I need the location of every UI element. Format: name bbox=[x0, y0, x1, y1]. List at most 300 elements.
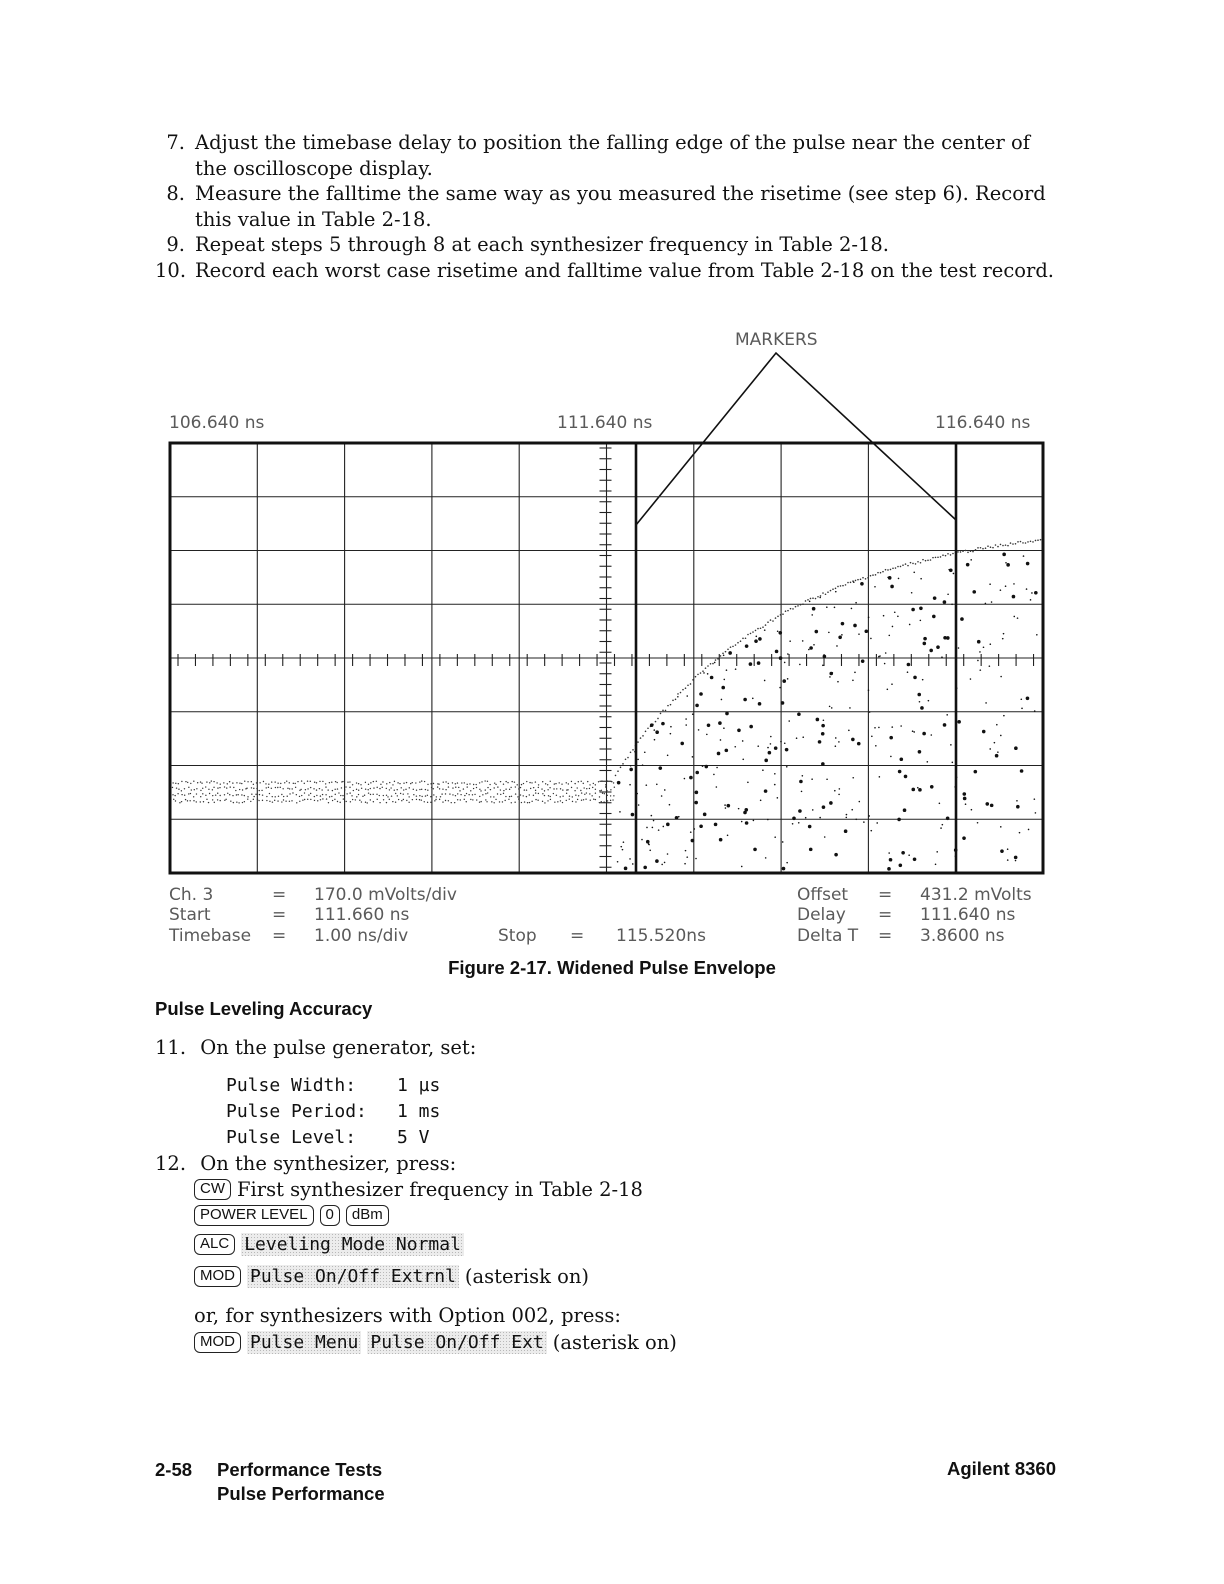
baseline-dot bbox=[472, 799, 473, 800]
baseline-dot bbox=[327, 789, 328, 790]
baseline-dot bbox=[225, 799, 226, 800]
baseline-dot bbox=[505, 788, 506, 789]
trace-dot bbox=[861, 659, 865, 663]
baseline-dot bbox=[188, 793, 189, 794]
baseline-dot bbox=[427, 795, 428, 796]
trace-dot bbox=[646, 840, 650, 844]
trace-dot bbox=[935, 863, 937, 865]
envelope-dot bbox=[1002, 545, 1004, 547]
baseline-dot bbox=[427, 789, 428, 790]
baseline-dot bbox=[214, 802, 215, 803]
step-item bbox=[155, 181, 1065, 232]
baseline-dot bbox=[507, 782, 508, 783]
envelope-dot bbox=[627, 757, 629, 759]
baseline-dot bbox=[476, 784, 477, 785]
trace-dot bbox=[903, 808, 907, 812]
envelope-dot bbox=[675, 699, 677, 701]
baseline-dot bbox=[310, 799, 311, 800]
baseline-dot bbox=[382, 787, 383, 788]
baseline-dot bbox=[572, 796, 573, 797]
baseline-dot bbox=[460, 799, 461, 800]
baseline-dot bbox=[409, 787, 410, 788]
trace-dot bbox=[724, 804, 726, 806]
trace-dot bbox=[753, 848, 757, 852]
trace-dot bbox=[885, 652, 887, 654]
baseline-dot bbox=[338, 792, 339, 793]
baseline-dot bbox=[425, 789, 426, 790]
baseline-dot bbox=[476, 787, 477, 788]
baseline-dot bbox=[481, 781, 482, 782]
envelope-dot bbox=[700, 672, 702, 674]
envelope-dot bbox=[957, 551, 959, 553]
baseline-dot bbox=[219, 795, 220, 796]
baseline-dot bbox=[484, 780, 485, 781]
step-number: 7. bbox=[166, 131, 185, 154]
trace-dot bbox=[891, 726, 893, 728]
baseline-dot bbox=[527, 802, 528, 803]
baseline-dot bbox=[521, 802, 522, 803]
pulse-onoff-extrnl-softkey[interactable]: Pulse On/Off Extrnl bbox=[247, 1265, 459, 1288]
envelope-dot bbox=[735, 644, 737, 646]
start-value: 111.660 ns bbox=[314, 905, 410, 925]
baseline-dot bbox=[376, 787, 377, 788]
dbm-key[interactable]: dBm bbox=[346, 1205, 389, 1226]
envelope-dot bbox=[927, 560, 929, 562]
trace-dot bbox=[737, 728, 741, 732]
trace-dot bbox=[920, 578, 922, 580]
baseline-dot bbox=[319, 781, 320, 782]
baseline-dot bbox=[266, 800, 267, 801]
baseline-dot bbox=[258, 800, 259, 801]
baseline-dot bbox=[329, 782, 330, 783]
alc-key[interactable]: ALC bbox=[194, 1234, 235, 1255]
trace-dot bbox=[868, 617, 870, 619]
cw-key[interactable]: CW bbox=[194, 1179, 231, 1200]
baseline-dot bbox=[490, 796, 491, 797]
baseline-dot bbox=[560, 788, 561, 789]
baseline-dot bbox=[251, 794, 252, 795]
baseline-dot bbox=[454, 802, 455, 803]
envelope-dot bbox=[765, 624, 767, 626]
baseline-dot bbox=[452, 782, 453, 783]
trace-dot bbox=[757, 745, 759, 747]
baseline-dot bbox=[590, 799, 591, 800]
envelope-dot bbox=[935, 557, 937, 559]
cw-text: First synthesizer frequency in Table 2-18 bbox=[237, 1178, 643, 1201]
baseline-dot bbox=[202, 788, 203, 789]
baseline-dot bbox=[251, 781, 252, 782]
baseline-dot bbox=[291, 800, 292, 801]
baseline-dot bbox=[448, 786, 449, 787]
setting-value: 5 V bbox=[397, 1127, 430, 1148]
trace-dot bbox=[838, 741, 840, 743]
trace-dot bbox=[1016, 800, 1018, 802]
baseline-dot bbox=[598, 781, 599, 782]
envelope-dot bbox=[1012, 543, 1014, 545]
baseline-dot bbox=[289, 793, 290, 794]
trace-dot bbox=[989, 748, 991, 750]
footer-subsection: Pulse Performance bbox=[217, 1483, 385, 1504]
baseline-dot bbox=[227, 783, 228, 784]
baseline-dot bbox=[545, 783, 546, 784]
setting-label: Pulse Level: bbox=[226, 1127, 357, 1148]
trace-dot bbox=[908, 854, 910, 856]
trace-dot bbox=[741, 866, 743, 868]
baseline-dot bbox=[580, 790, 581, 791]
baseline-dot bbox=[286, 781, 287, 782]
envelope-dot bbox=[740, 640, 742, 642]
baseline-dot bbox=[457, 793, 458, 794]
trace-dot bbox=[851, 608, 853, 610]
baseline-dot bbox=[578, 781, 579, 782]
trace-dot bbox=[1015, 860, 1017, 862]
trace-dot bbox=[946, 636, 950, 640]
baseline-dot bbox=[427, 802, 428, 803]
baseline-dot bbox=[211, 780, 212, 781]
trace-dot bbox=[821, 724, 825, 728]
zero-key[interactable]: 0 bbox=[320, 1205, 340, 1226]
time-center-label: 111.640 ns bbox=[557, 413, 653, 433]
baseline-dot bbox=[329, 796, 330, 797]
trace-dot bbox=[780, 741, 782, 743]
envelope-dot bbox=[1030, 540, 1032, 542]
baseline-dot bbox=[285, 800, 286, 801]
baseline-dot bbox=[613, 782, 614, 783]
trace-dot bbox=[704, 765, 708, 769]
baseline-dot bbox=[430, 796, 431, 797]
baseline-dot bbox=[227, 793, 228, 794]
trace-dot bbox=[972, 590, 976, 594]
envelope-dot bbox=[620, 767, 622, 769]
trace-dot bbox=[617, 861, 619, 863]
trace-dot bbox=[829, 672, 833, 676]
trace-dot bbox=[1014, 746, 1018, 750]
trace-dot bbox=[951, 603, 953, 605]
envelope-dot bbox=[752, 631, 754, 633]
baseline-dot bbox=[191, 789, 192, 790]
trace-dot bbox=[897, 818, 901, 822]
trace-dot bbox=[743, 698, 747, 702]
baseline-dot bbox=[586, 788, 587, 789]
baseline-dot bbox=[480, 801, 481, 802]
baseline-dot bbox=[416, 795, 417, 796]
baseline-dot bbox=[493, 796, 494, 797]
envelope-dot bbox=[917, 561, 919, 563]
baseline-dot bbox=[601, 780, 602, 781]
baseline-dot bbox=[301, 780, 302, 781]
envelope-dot bbox=[660, 713, 662, 715]
trace-dot bbox=[831, 707, 833, 709]
baseline-dot bbox=[310, 787, 311, 788]
leveling-mode-normal-softkey[interactable]: Leveling Mode Normal bbox=[241, 1233, 464, 1256]
baseline-dot bbox=[419, 781, 420, 782]
trace-dot bbox=[868, 815, 870, 817]
power-level-key[interactable]: POWER LEVEL bbox=[194, 1205, 314, 1226]
pulse-menu-softkey[interactable]: Pulse Menu bbox=[247, 1331, 361, 1354]
mod-key[interactable]: MOD bbox=[194, 1266, 241, 1287]
envelope-dot bbox=[630, 752, 632, 754]
baseline-dot bbox=[215, 794, 216, 795]
baseline-dot bbox=[595, 789, 596, 790]
baseline-dot bbox=[476, 799, 477, 800]
baseline-dot bbox=[445, 793, 446, 794]
ch-value: 170.0 mVolts/div bbox=[314, 885, 457, 905]
envelope-dot bbox=[777, 616, 779, 618]
baseline-dot bbox=[416, 799, 417, 800]
trace-dot bbox=[852, 680, 854, 682]
baseline-dot bbox=[419, 789, 420, 790]
baseline-dot bbox=[208, 789, 209, 790]
trace-dot bbox=[689, 776, 693, 780]
baseline-dot bbox=[479, 789, 480, 790]
baseline-dot bbox=[256, 782, 257, 783]
envelope-dot bbox=[1025, 542, 1027, 544]
baseline-dot bbox=[408, 802, 409, 803]
envelope-dot bbox=[982, 548, 984, 550]
trace-dot bbox=[857, 742, 861, 746]
trace-dot bbox=[871, 735, 873, 737]
envelope-dot bbox=[767, 621, 769, 623]
baseline-dot bbox=[289, 782, 290, 783]
envelope-dot bbox=[680, 692, 682, 694]
envelope-dot bbox=[925, 560, 927, 562]
baseline-dot bbox=[554, 801, 555, 802]
baseline-dot bbox=[358, 789, 359, 790]
envelope-dot bbox=[800, 604, 802, 606]
trace-dot bbox=[917, 787, 919, 789]
trace-dot bbox=[698, 729, 700, 731]
envelope-dot bbox=[737, 642, 739, 644]
baseline-dot bbox=[567, 789, 568, 790]
envelope-dot bbox=[1010, 542, 1012, 544]
trace-dot bbox=[786, 766, 788, 768]
baseline-dot bbox=[491, 801, 492, 802]
baseline-dot bbox=[526, 781, 527, 782]
trace-dot bbox=[949, 568, 953, 572]
timebase-label: Timebase bbox=[169, 926, 252, 946]
baseline-dot bbox=[379, 788, 380, 789]
trace-dot bbox=[785, 748, 789, 752]
envelope-dot bbox=[897, 566, 899, 568]
trace-dot bbox=[911, 592, 913, 594]
baseline-dot bbox=[547, 800, 548, 801]
trace-dot bbox=[824, 836, 826, 838]
baseline-dot bbox=[347, 781, 348, 782]
trace-dot bbox=[629, 768, 633, 772]
trace-dot bbox=[661, 722, 665, 726]
trace-dot bbox=[809, 646, 813, 650]
baseline-dot bbox=[390, 787, 391, 788]
baseline-dot bbox=[335, 781, 336, 782]
baseline-dot bbox=[523, 783, 524, 784]
baseline-dot bbox=[500, 794, 501, 795]
trace-dot bbox=[797, 712, 801, 716]
baseline-dot bbox=[275, 796, 276, 797]
trace-dot bbox=[1007, 859, 1009, 861]
baseline-dot bbox=[493, 787, 494, 788]
envelope-dot bbox=[832, 588, 834, 590]
baseline-dot bbox=[251, 787, 252, 788]
baseline-dot bbox=[232, 795, 233, 796]
baseline-dot bbox=[281, 801, 282, 802]
baseline-dot bbox=[271, 788, 272, 789]
trace-dot bbox=[860, 582, 864, 586]
baseline-dot bbox=[302, 799, 303, 800]
baseline-dot bbox=[232, 782, 233, 783]
baseline-dot bbox=[304, 783, 305, 784]
trace-dot bbox=[994, 742, 996, 744]
baseline-dot bbox=[263, 781, 264, 782]
baseline-dot bbox=[544, 802, 545, 803]
envelope-dot bbox=[995, 544, 997, 546]
baseline-dot bbox=[295, 787, 296, 788]
baseline-dot bbox=[181, 781, 182, 782]
trace-dot bbox=[619, 811, 621, 813]
envelope-dot bbox=[940, 556, 942, 558]
baseline-dot bbox=[472, 794, 473, 795]
trace-dot bbox=[767, 747, 769, 749]
baseline-dot bbox=[514, 781, 515, 782]
baseline-dot bbox=[542, 793, 543, 794]
trace-dot bbox=[1034, 798, 1036, 800]
trace-dot bbox=[777, 630, 779, 632]
trace-dot bbox=[835, 745, 837, 747]
trace-dot bbox=[958, 647, 960, 649]
baseline-dot bbox=[334, 799, 335, 800]
pulse-onoff-ext-softkey[interactable]: Pulse On/Off Ext bbox=[367, 1331, 546, 1354]
baseline-dot bbox=[346, 793, 347, 794]
trace-dot bbox=[699, 824, 703, 828]
trace-dot bbox=[757, 661, 761, 665]
trace-dot bbox=[802, 775, 804, 777]
step-number: 12. bbox=[155, 1152, 187, 1175]
trace-dot bbox=[720, 739, 722, 741]
envelope-dot bbox=[892, 567, 894, 569]
baseline-dot bbox=[299, 796, 300, 797]
baseline-dot bbox=[464, 799, 465, 800]
keyline-cw bbox=[194, 1178, 643, 1201]
delay-value: 111.640 ns bbox=[920, 905, 1016, 925]
baseline-dot bbox=[224, 800, 225, 801]
baseline-dot bbox=[566, 793, 567, 794]
trace-dot bbox=[693, 828, 695, 830]
baseline-dot bbox=[356, 782, 357, 783]
baseline-dot bbox=[413, 789, 414, 790]
deltat-equals: = bbox=[878, 926, 893, 946]
envelope-dot bbox=[980, 547, 982, 549]
baseline-dot bbox=[262, 800, 263, 801]
trace-dot bbox=[764, 759, 768, 763]
trace-dot bbox=[691, 839, 695, 843]
baseline-dot bbox=[500, 789, 501, 790]
envelope-dot bbox=[622, 763, 624, 765]
envelope-dot bbox=[880, 572, 882, 574]
envelope-dot bbox=[1020, 541, 1022, 543]
trace-dot bbox=[714, 662, 716, 664]
baseline-dot bbox=[287, 788, 288, 789]
baseline-dot bbox=[571, 781, 572, 782]
trace-dot bbox=[782, 841, 784, 843]
trace-dot bbox=[985, 702, 987, 704]
trace-dot bbox=[815, 630, 819, 634]
envelope-dot bbox=[822, 592, 824, 594]
trace-dot bbox=[727, 804, 731, 808]
trace-dot bbox=[864, 629, 868, 633]
trace-dot bbox=[979, 651, 981, 653]
trace-dot bbox=[786, 862, 788, 864]
baseline-dot bbox=[575, 795, 576, 796]
markers-label: MARKERS bbox=[735, 330, 818, 350]
baseline-dot bbox=[178, 789, 179, 790]
envelope-dot bbox=[875, 574, 877, 576]
trace-dot bbox=[923, 637, 927, 641]
trace-dot bbox=[782, 867, 786, 871]
baseline-dot bbox=[344, 789, 345, 790]
trace-dot bbox=[692, 713, 694, 715]
baseline-dot bbox=[337, 801, 338, 802]
baseline-dot bbox=[368, 792, 369, 793]
baseline-dot bbox=[246, 788, 247, 789]
trace-dot bbox=[631, 813, 635, 817]
baseline-dot bbox=[403, 783, 404, 784]
baseline-dot bbox=[509, 796, 510, 797]
trace-dot bbox=[834, 853, 838, 857]
baseline-dot bbox=[200, 801, 201, 802]
baseline-dot bbox=[349, 792, 350, 793]
baseline-dot bbox=[397, 782, 398, 783]
trace-dot bbox=[728, 651, 732, 655]
baseline-dot bbox=[217, 799, 218, 800]
baseline-dot bbox=[514, 802, 515, 803]
baseline-dot bbox=[296, 802, 297, 803]
envelope-dot bbox=[720, 655, 722, 657]
trace-dot bbox=[989, 665, 991, 667]
mod-key[interactable]: MOD bbox=[194, 1332, 241, 1353]
trace-dot bbox=[685, 718, 687, 720]
trace-dot bbox=[725, 712, 729, 716]
trace-dot bbox=[808, 649, 810, 651]
baseline-dot bbox=[403, 789, 404, 790]
trace-dot bbox=[836, 645, 838, 647]
baseline-dot bbox=[244, 781, 245, 782]
baseline-dot bbox=[554, 783, 555, 784]
trace-dot bbox=[907, 671, 909, 673]
envelope-dot bbox=[937, 556, 939, 558]
baseline-dot bbox=[320, 795, 321, 796]
trace-dot bbox=[745, 644, 749, 648]
baseline-dot bbox=[549, 787, 550, 788]
baseline-dot bbox=[230, 800, 231, 801]
trace-dot bbox=[962, 792, 966, 796]
trace-dot bbox=[760, 799, 762, 801]
envelope-dot bbox=[815, 598, 817, 600]
offset-value: 431.2 mVolts bbox=[920, 885, 1032, 905]
trace-dot bbox=[641, 839, 643, 841]
trace-dot bbox=[692, 756, 694, 758]
trace-dot bbox=[887, 577, 889, 579]
baseline-dot bbox=[591, 795, 592, 796]
baseline-dot bbox=[193, 796, 194, 797]
baseline-dot bbox=[419, 799, 420, 800]
trace-dot bbox=[1031, 592, 1033, 594]
trace-dot bbox=[685, 850, 687, 852]
trace-dot bbox=[823, 655, 827, 659]
baseline-dot bbox=[355, 799, 356, 800]
mod-text: (asterisk on) bbox=[464, 1265, 590, 1288]
envelope-dot bbox=[790, 608, 792, 610]
baseline-dot bbox=[406, 782, 407, 783]
baseline-dot bbox=[595, 793, 596, 794]
